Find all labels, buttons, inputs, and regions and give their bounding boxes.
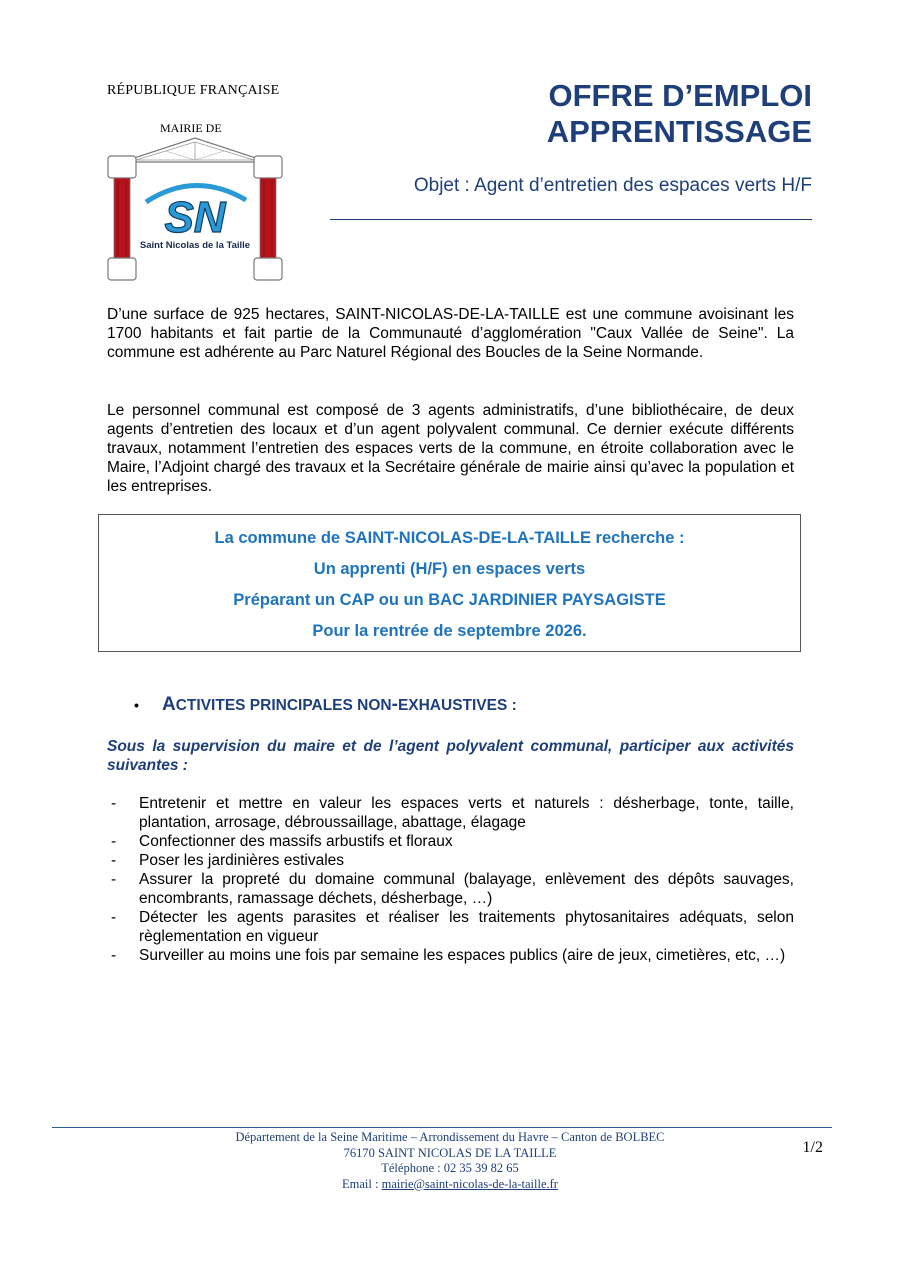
dash-marker: -	[111, 871, 117, 888]
dash-marker: -	[111, 909, 117, 926]
recruitment-line-3: Préparant un CAP ou un BAC JARDINIER PAYSAGISTE	[233, 591, 666, 609]
list-item-text: Entretenir et mettre en valeur les espaces verts et naturels : désherbage, tonte, taille, plantation, arrosage, débroussaillage, abattage, élagage	[139, 795, 794, 831]
footer-divider	[52, 1127, 832, 1128]
email-link[interactable]: mairie@saint-nicolas-de-la-taille.fr	[381, 1176, 558, 1191]
footer-address-line-1: Département de la Seine Maritime – Arrondissement du Havre – Canton de BOLBEC	[235, 1130, 665, 1144]
heading-initial: A	[162, 694, 176, 715]
bullet-icon: •	[134, 697, 139, 713]
list-item	[107, 851, 794, 870]
heading-text-1: CTIVITES PRINCIPALES NON	[175, 697, 392, 714]
footer	[52, 1130, 848, 1192]
list-item-text: Assurer la propreté du domaine communal (balayage, enlèvement des dépôts sauvages, encombrants, ramassage déchets, désherbage, …)	[139, 871, 794, 907]
list-item-text: Confectionner des massifs arbustifs et floraux	[139, 833, 453, 850]
list-item	[107, 832, 794, 851]
header-divider	[330, 219, 812, 220]
intro-paragraph-commune: D’une surface de 925 hectares, SAINT-NICOLAS-DE-LA-TAILLE est une commune avoisinant les 1700 habitants et fait partie de la Communauté d’agglomération "Caux Vallée de Seine". La commune est adhérente au Parc Naturel Régional des Boucles de la Seine Normande.	[107, 306, 794, 361]
list-item-text: Poser les jardinières estivales	[139, 852, 345, 869]
intro-paragraph-personnel: Le personnel communal est composé de 3 agents administratifs, d’une bibliothécaire, de deux agents d’entretien des locaux et d’un agent polyvalent communal. Ce dernier exécute différents travaux, notamment l’entretien des espaces verts de la commune, en étroite collaboration avec le Maire, l’Adjoint chargé des travaux et la Secrétaire générale de mairie ainsi qu’avec la population et les entreprises.	[107, 402, 794, 495]
recruitment-line-4: Pour la rentrée de septembre 2026.	[312, 622, 587, 640]
heading-dash: -	[391, 694, 398, 715]
list-item-text: Détecter les agents parasites et réaliser les traitements phytosanitaires adéquats, selon règlementation en vigueur	[139, 909, 794, 945]
subject-line: Objet : Agent d’entretien des espaces verts H/F	[413, 175, 812, 196]
title-line-1: OFFRE D’EMPLOI	[548, 78, 812, 113]
heading-text-2: EXHAUSTIVES :	[397, 697, 517, 714]
title-line-2: APPRENTISSAGE	[546, 114, 812, 149]
recruitment-box	[98, 514, 801, 652]
logo-initials: SN	[164, 193, 226, 242]
mairie-de-label: MAIRIE DE	[160, 121, 222, 135]
republique-francaise: RÉPUBLIQUE FRANÇAISE	[107, 83, 280, 98]
activities-list	[107, 794, 794, 965]
email-label: Email :	[342, 1176, 382, 1191]
mairie-logo	[106, 136, 284, 284]
footer-address-line-2: 76170 SAINT NICOLAS DE LA TAILLE	[343, 1145, 557, 1160]
list-item	[107, 870, 794, 908]
footer-email-row	[52, 1177, 848, 1193]
recruitment-line-1: La commune de SAINT-NICOLAS-DE-LA-TAILLE recherche :	[214, 529, 685, 547]
dash-marker: -	[111, 795, 117, 812]
page-title	[547, 78, 812, 150]
page-number: 1/2	[802, 1139, 823, 1156]
logo-graphic	[106, 136, 284, 284]
logo-caption: Saint Nicolas de la Taille	[139, 240, 251, 251]
list-item	[107, 794, 794, 832]
dash-marker: -	[111, 833, 117, 850]
activities-heading	[134, 694, 517, 716]
dash-marker: -	[111, 947, 117, 964]
list-item-text: Surveiller au moins une fois par semaine les espaces publics (aire de jeux, cimetières, etc, …)	[139, 947, 786, 964]
recruitment-line-2: Un apprenti (H/F) en espaces verts	[313, 560, 586, 578]
dash-marker: -	[111, 852, 117, 869]
list-item	[107, 946, 794, 965]
list-item	[107, 908, 794, 946]
activities-intro: Sous la supervision du maire et de l’agent polyvalent communal, participer aux activités suivantes :	[107, 738, 794, 774]
footer-phone: Téléphone : 02 35 39 82 65	[381, 1161, 519, 1175]
